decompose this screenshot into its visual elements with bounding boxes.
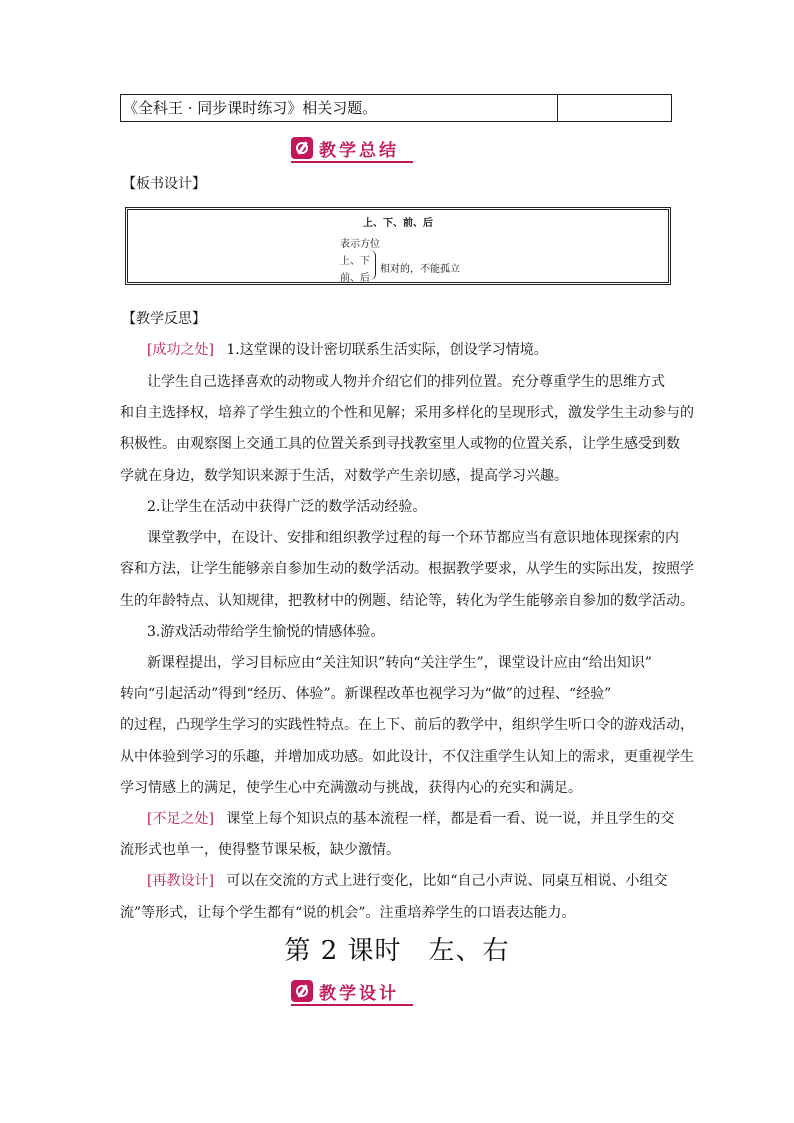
banner-text: 教学设计 <box>319 983 399 1004</box>
top-table <box>120 94 672 122</box>
board-heading: 【板书设计】 <box>122 176 206 192</box>
section-banner-summary <box>291 136 399 160</box>
shortcoming-paragraph <box>147 809 674 829</box>
success-p6-line: 的过程，凸现学生学习的实践性特点。在上下、前后的教学中，组织学生听口令的游戏活动， <box>120 717 694 733</box>
board-note: 相对的，不能孤立 <box>380 264 460 275</box>
redesign-tag: [再教设计] <box>147 873 214 889</box>
reflection-heading: 【教学反思】 <box>122 311 206 327</box>
table-cell-text: 《全科王 · 同步课时练习》相关习题。 <box>121 95 558 121</box>
brace-icon <box>369 250 376 280</box>
success-p6-line: 新课程提出，学习目标应由“关注知识”转向“关注学生”，课堂设计应由“给出知识” <box>147 655 652 671</box>
board-line-3: 前、后 <box>340 273 370 284</box>
redesign-paragraph <box>147 871 668 891</box>
shortcoming-line-2: 流形式也单一，使得整节课呆板，缺少激情。 <box>120 842 400 858</box>
flower-logo-icon <box>291 980 313 1002</box>
success-p6-line: 转向“引起活动”得到“经历、体验”。新课程改革也视学习为“做”的过程、“经验” <box>120 686 612 702</box>
success-p4-line: 容和方法，让学生能够亲自参加生动的数学活动。根据教学要求，从学生的实际出发，按照学 <box>120 561 694 577</box>
shortcoming-tag: [不足之处] <box>147 811 214 827</box>
banner-underline <box>291 161 413 163</box>
success-tag: [成功之处] <box>147 342 214 358</box>
section-banner-design <box>291 979 399 1003</box>
success-p2-line: 让学生自己选择喜欢的动物或人物并介绍它们的排列位置。充分尊重学生的思维方式 <box>147 374 665 390</box>
table-cell-empty <box>558 95 671 121</box>
banner-text: 教学总结 <box>319 140 399 161</box>
board-design-box <box>125 207 671 285</box>
success-p2-line: 积极性。由观察图上交通工具的位置关系到寻找教室里人或物的位置关系，让学生感受到数 <box>120 436 680 452</box>
banner-underline <box>291 1004 413 1006</box>
board-title: 上、下、前、后 <box>363 218 433 229</box>
success-p2-line: 和自主选择权，培养了学生独立的个性和见解；采用多样化的呈现形式，激发学生主动参与的 <box>120 405 694 421</box>
success-p3: 2.让学生在活动中获得广泛的数学活动经验。 <box>147 499 427 515</box>
board-line-2: 上、下 <box>340 256 370 267</box>
success-paragraph-1 <box>147 340 548 360</box>
success-p4-line: 生的年龄特点、认知规律，把教材中的例题、结论等，转化为学生能够亲自参加的数学活动。 <box>120 593 694 609</box>
success-p6-line: 学习情感上的满足，使学生心中充满激动与挑战，获得内心的充实和满足。 <box>120 780 582 796</box>
success-p5: 3.游戏活动带给学生愉悦的情感体验。 <box>147 624 385 640</box>
success-p1-text: 1.这堂课的设计密切联系生活实际，创设学习情境。 <box>226 342 548 358</box>
lesson-title: 第 2 课时 左、右 <box>284 936 510 966</box>
board-line-1: 表示方位 <box>340 239 380 250</box>
success-p6-line: 从中体验到学习的乐趣，并增加成功感。如此设计，不仅注重学生认知上的需求，更重视学生 <box>120 749 694 765</box>
success-p2-line: 学就在身边，数学知识来源于生活，对数学产生亲切感，提高学习兴趣。 <box>120 468 568 484</box>
redesign-line-2: 流”等形式，让每个学生都有“说的机会”。注重培养学生的口语表达能力。 <box>120 905 576 921</box>
redesign-line-1: 可以在交流的方式上进行变化，比如“自己小声说、同桌互相说、小组交 <box>226 873 668 889</box>
shortcoming-line-1: 课堂上每个知识点的基本流程一样，都是看一看、说一说，并且学生的交 <box>226 811 675 827</box>
flower-logo-icon <box>291 137 313 159</box>
success-p4-line: 课堂教学中，在设计、安排和组织教学过程的每一个环节都应当有意识地体现探索的内 <box>147 530 679 546</box>
